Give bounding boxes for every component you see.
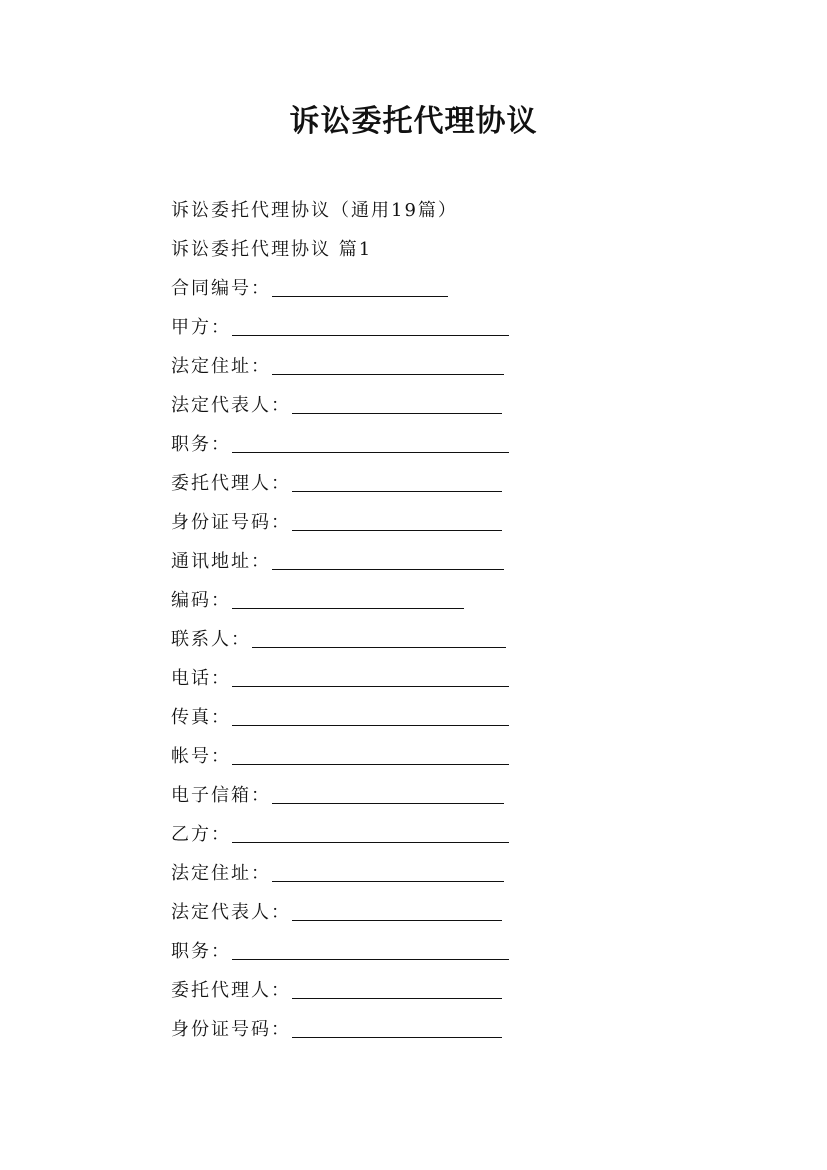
field-label: 法定代表人： — [171, 902, 291, 923]
field-label: 通讯地址： — [171, 551, 271, 572]
blank-line — [232, 434, 509, 453]
blank-line — [272, 785, 504, 804]
field-party-a — [171, 314, 509, 342]
field-label: 编码： — [171, 590, 231, 611]
field-party-b — [171, 821, 509, 849]
blank-line — [232, 317, 509, 336]
field-label: 联系人： — [171, 629, 251, 650]
blank-line — [292, 980, 502, 999]
blank-line — [272, 551, 504, 570]
field-contact-person — [171, 626, 506, 654]
document-title: 诉讼委托代理协议 — [289, 104, 538, 139]
field-telephone — [171, 665, 509, 693]
field-postal-code — [171, 587, 464, 615]
field-authorized-agent — [171, 470, 502, 498]
blank-line — [292, 395, 502, 414]
field-contract-number — [171, 275, 448, 303]
field-legal-address-b — [171, 860, 504, 888]
field-fax — [171, 704, 509, 732]
field-label: 帐号： — [171, 746, 231, 767]
field-label: 法定代表人： — [171, 395, 291, 416]
section-heading: 诉讼委托代理协议 篇1 — [171, 239, 373, 260]
field-legal-address — [171, 353, 504, 381]
blank-line — [232, 941, 509, 960]
field-position-b — [171, 938, 509, 966]
blank-line — [292, 902, 502, 921]
blank-line — [292, 1019, 502, 1038]
field-label: 合同编号： — [171, 278, 271, 299]
field-id-number — [171, 509, 502, 537]
field-label: 传真： — [171, 707, 231, 728]
blank-line — [232, 824, 509, 843]
blank-line — [232, 746, 509, 765]
blank-line — [272, 863, 504, 882]
field-account-number — [171, 743, 509, 771]
field-id-number-b — [171, 1016, 502, 1044]
blank-line — [272, 356, 504, 375]
field-label: 委托代理人： — [171, 980, 291, 1001]
field-legal-representative — [171, 392, 502, 420]
blank-line — [292, 512, 502, 531]
field-label: 身份证号码： — [171, 512, 291, 533]
field-label: 甲方： — [171, 317, 231, 338]
field-label: 职务： — [171, 941, 231, 962]
field-position — [171, 431, 509, 459]
field-label: 委托代理人： — [171, 473, 291, 494]
blank-line — [292, 473, 502, 492]
blank-line — [232, 590, 464, 609]
field-label: 法定住址： — [171, 356, 271, 377]
field-mailing-address — [171, 548, 504, 576]
field-label: 电子信箱： — [171, 785, 271, 806]
blank-line — [272, 278, 448, 297]
field-email — [171, 782, 504, 810]
field-label: 乙方： — [171, 824, 231, 845]
field-label: 法定住址： — [171, 863, 271, 884]
field-label: 职务： — [171, 434, 231, 455]
field-label: 电话： — [171, 668, 231, 689]
field-legal-representative-b — [171, 899, 502, 927]
field-label: 身份证号码： — [171, 1019, 291, 1040]
blank-line — [252, 629, 506, 648]
blank-line — [232, 707, 509, 726]
blank-line — [232, 668, 509, 687]
document-subtitle: 诉讼委托代理协议（通用19篇） — [171, 200, 458, 221]
field-authorized-agent-b — [171, 977, 502, 1005]
